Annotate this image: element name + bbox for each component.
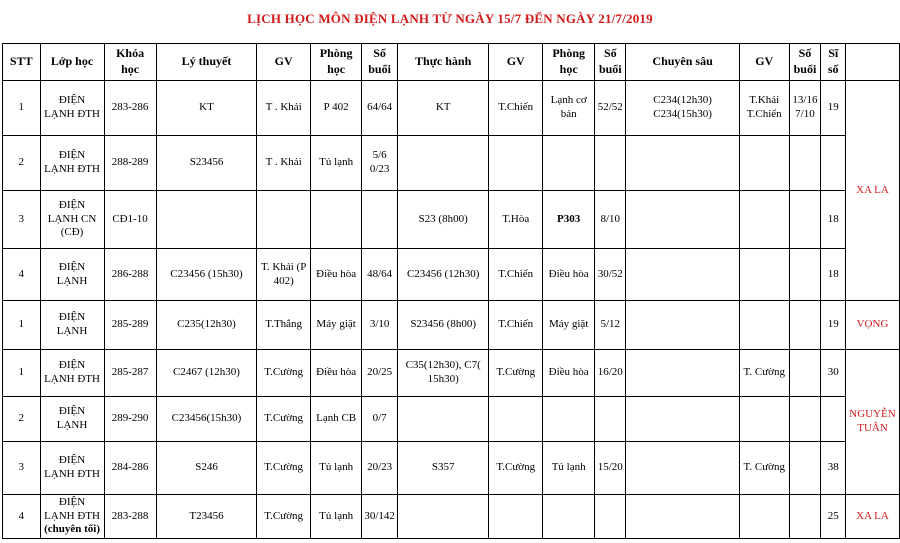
table-row bbox=[3, 249, 900, 301]
cell-sessions-advanced: 13/16 7/10 bbox=[789, 81, 821, 136]
cell-sessions-advanced bbox=[789, 350, 821, 397]
cell-advanced bbox=[626, 191, 740, 249]
cell-sessions-advanced bbox=[789, 495, 821, 539]
header-gv-advanced: GV bbox=[739, 44, 789, 81]
header-room-practice: Phòng học bbox=[543, 44, 595, 81]
header-gv-practice: GV bbox=[489, 44, 543, 81]
cell-gv-advanced bbox=[739, 301, 789, 350]
cell-class-size: 38 bbox=[821, 442, 846, 495]
header-place bbox=[846, 44, 900, 81]
cell-practice: S357 bbox=[397, 442, 489, 495]
cell-advanced bbox=[626, 495, 740, 539]
cell-stt: 1 bbox=[3, 301, 41, 350]
header-class: Lớp học bbox=[40, 44, 104, 81]
cell-theory: C235(12h30) bbox=[156, 301, 257, 350]
cell-course: 285-287 bbox=[104, 350, 156, 397]
cell-stt: 2 bbox=[3, 397, 41, 442]
cell-course: 288-289 bbox=[104, 136, 156, 191]
cell-practice: C35(12h30), C7( 15h30) bbox=[397, 350, 489, 397]
cell-advanced bbox=[626, 301, 740, 350]
cell-stt: 3 bbox=[3, 442, 41, 495]
cell-gv-advanced: T. Cường bbox=[739, 442, 789, 495]
cell-class-size: 25 bbox=[821, 495, 846, 539]
header-row bbox=[3, 44, 900, 81]
cell-sessions-theory: 0/7 bbox=[362, 397, 398, 442]
cell-sessions-theory: 30/142 bbox=[362, 495, 398, 539]
cell-gv-practice bbox=[489, 495, 543, 539]
cell-gv-theory: T.Thắng bbox=[257, 301, 311, 350]
header-practice: Thực hành bbox=[397, 44, 489, 81]
cell-sessions-advanced bbox=[789, 249, 821, 301]
cell-sessions-practice: 5/12 bbox=[595, 301, 626, 350]
cell-advanced bbox=[626, 442, 740, 495]
table-row bbox=[3, 191, 900, 249]
cell-stt: 4 bbox=[3, 249, 41, 301]
cell-class: ĐIỆN LẠNH ĐTH bbox=[40, 442, 104, 495]
header-gv-theory: GV bbox=[257, 44, 311, 81]
cell-sessions-theory: 20/23 bbox=[362, 442, 398, 495]
cell-room-theory: Tủ lạnh bbox=[310, 136, 361, 191]
cell-theory: S23456 bbox=[156, 136, 257, 191]
table-row bbox=[3, 495, 900, 539]
cell-sessions-practice: 30/52 bbox=[595, 249, 626, 301]
header-sessions-advanced: Số buổi bbox=[789, 44, 821, 81]
cell-sessions-theory: 64/64 bbox=[362, 81, 398, 136]
cell-theory: KT bbox=[156, 81, 257, 136]
header-class-size: Sĩ số bbox=[821, 44, 846, 81]
cell-gv-advanced bbox=[739, 397, 789, 442]
cell-sessions-theory bbox=[362, 191, 398, 249]
cell-class-size: 19 bbox=[821, 301, 846, 350]
cell-class-size: 18 bbox=[821, 249, 846, 301]
cell-room-practice: Tủ lạnh bbox=[543, 442, 595, 495]
cell-room-practice bbox=[543, 397, 595, 442]
cell-practice: S23456 (8h00) bbox=[397, 301, 489, 350]
cell-sessions-advanced bbox=[789, 397, 821, 442]
cell-gv-theory: T . Khải bbox=[257, 136, 311, 191]
schedule-table bbox=[2, 43, 900, 539]
table-row bbox=[3, 350, 900, 397]
cell-gv-theory: T. Khải (P 402) bbox=[257, 249, 311, 301]
table-row bbox=[3, 81, 900, 136]
cell-practice bbox=[397, 136, 489, 191]
cell-course: 283-288 bbox=[104, 495, 156, 539]
cell-gv-practice: T.Chiến bbox=[489, 301, 543, 350]
cell-gv-theory bbox=[257, 191, 311, 249]
table-row bbox=[3, 136, 900, 191]
cell-practice: C23456 (12h30) bbox=[397, 249, 489, 301]
cell-room-theory: Lạnh CB bbox=[310, 397, 361, 442]
cell-gv-practice: T.Chiến bbox=[489, 249, 543, 301]
cell-theory: C23456 (15h30) bbox=[156, 249, 257, 301]
cell-room-theory: Điều hòa bbox=[310, 249, 361, 301]
cell-sessions-practice: 52/52 bbox=[595, 81, 626, 136]
cell-gv-theory: T.Cường bbox=[257, 442, 311, 495]
cell-room-practice: Máy giặt bbox=[543, 301, 595, 350]
cell-class-size: 19 bbox=[821, 81, 846, 136]
cell-gv-practice: T.Cường bbox=[489, 350, 543, 397]
cell-room-theory: Máy giặt bbox=[310, 301, 361, 350]
table-row bbox=[3, 442, 900, 495]
cell-theory: S246 bbox=[156, 442, 257, 495]
cell-gv-practice: T.Chiến bbox=[489, 81, 543, 136]
cell-sessions-advanced bbox=[789, 442, 821, 495]
cell-place-nguyen-tuan: NGUYỄN TUÂN bbox=[846, 350, 900, 495]
cell-room-theory: Tủ lạnh bbox=[310, 495, 361, 539]
header-advanced: Chuyên sâu bbox=[626, 44, 740, 81]
cell-gv-practice bbox=[489, 397, 543, 442]
header-sessions-theory: Số buổi bbox=[362, 44, 398, 81]
cell-room-theory: P 402 bbox=[310, 81, 361, 136]
cell-class: ĐIỆN LẠNH ĐTH bbox=[40, 81, 104, 136]
cell-advanced bbox=[626, 249, 740, 301]
cell-room-practice: Điều hòa bbox=[543, 249, 595, 301]
cell-course: 283-286 bbox=[104, 81, 156, 136]
cell-gv-advanced bbox=[739, 136, 789, 191]
header-room-theory: Phòng học bbox=[310, 44, 361, 81]
cell-gv-theory: T.Cường bbox=[257, 350, 311, 397]
cell-gv-advanced bbox=[739, 191, 789, 249]
cell-sessions-theory: 20/25 bbox=[362, 350, 398, 397]
cell-class: ĐIỆN LẠNH ĐTH bbox=[40, 136, 104, 191]
cell-room-practice: Điều hòa bbox=[543, 350, 595, 397]
cell-room-practice: Lạnh cơ bản bbox=[543, 81, 595, 136]
cell-advanced bbox=[626, 136, 740, 191]
cell-class-note: (chuyên tối) bbox=[44, 523, 100, 536]
cell-sessions-advanced bbox=[789, 136, 821, 191]
cell-place-xa-la: XA LA bbox=[846, 81, 900, 301]
cell-gv-advanced bbox=[739, 249, 789, 301]
cell-sessions-practice: 15/20 bbox=[595, 442, 626, 495]
cell-advanced: C234(12h30) C234(15h30) bbox=[626, 81, 740, 136]
cell-gv-advanced bbox=[739, 495, 789, 539]
cell-class bbox=[40, 495, 104, 539]
cell-practice bbox=[397, 495, 489, 539]
cell-class: ĐIỆN LẠNH CN (CĐ) bbox=[40, 191, 104, 249]
cell-sessions-advanced bbox=[789, 191, 821, 249]
cell-stt: 1 bbox=[3, 350, 41, 397]
cell-gv-theory: T.Cường bbox=[257, 397, 311, 442]
cell-class-name: ĐIỆN LẠNH ĐTH bbox=[44, 495, 100, 522]
cell-gv-practice: T.Hòa bbox=[489, 191, 543, 249]
cell-class-size bbox=[821, 397, 846, 442]
cell-gv-advanced: T. Cường bbox=[739, 350, 789, 397]
cell-class: ĐIỆN LẠNH bbox=[40, 249, 104, 301]
cell-stt: 1 bbox=[3, 81, 41, 136]
cell-theory bbox=[156, 191, 257, 249]
cell-room-theory bbox=[310, 191, 361, 249]
table-row bbox=[3, 301, 900, 350]
cell-gv-theory: T . Khải bbox=[257, 81, 311, 136]
cell-class-size: 30 bbox=[821, 350, 846, 397]
cell-room-practice bbox=[543, 495, 595, 539]
header-course: Khóa học bbox=[104, 44, 156, 81]
cell-gv-practice bbox=[489, 136, 543, 191]
cell-advanced bbox=[626, 397, 740, 442]
cell-class-size: 18 bbox=[821, 191, 846, 249]
cell-course: 285-289 bbox=[104, 301, 156, 350]
cell-place-xa-la-2: XA LA bbox=[846, 495, 900, 539]
table-row bbox=[3, 397, 900, 442]
cell-sessions-practice bbox=[595, 397, 626, 442]
cell-course: 289-290 bbox=[104, 397, 156, 442]
cell-stt: 2 bbox=[3, 136, 41, 191]
cell-gv-practice: T.Cường bbox=[489, 442, 543, 495]
header-theory: Lý thuyết bbox=[156, 44, 257, 81]
cell-class: ĐIỆN LẠNH bbox=[40, 397, 104, 442]
header-sessions-practice: Số buổi bbox=[595, 44, 626, 81]
cell-course: 284-286 bbox=[104, 442, 156, 495]
cell-sessions-practice bbox=[595, 495, 626, 539]
cell-course: 286-288 bbox=[104, 249, 156, 301]
cell-practice bbox=[397, 397, 489, 442]
cell-stt: 3 bbox=[3, 191, 41, 249]
cell-sessions-theory: 48/64 bbox=[362, 249, 398, 301]
cell-sessions-theory: 5/6 0/23 bbox=[362, 136, 398, 191]
cell-sessions-theory: 3/10 bbox=[362, 301, 398, 350]
cell-theory: C2467 (12h30) bbox=[156, 350, 257, 397]
cell-advanced bbox=[626, 350, 740, 397]
cell-sessions-practice bbox=[595, 136, 626, 191]
cell-theory: C23456(15h30) bbox=[156, 397, 257, 442]
cell-gv-advanced: T.Khải T.Chiến bbox=[739, 81, 789, 136]
cell-room-practice: P303 bbox=[543, 191, 595, 249]
cell-theory: T23456 bbox=[156, 495, 257, 539]
cell-class-size bbox=[821, 136, 846, 191]
page-title: LỊCH HỌC MÔN ĐIỆN LẠNH TỪ NGÀY 15/7 ĐẾN NGÀY 21/7/2019 bbox=[247, 11, 653, 26]
cell-gv-theory: T.Cường bbox=[257, 495, 311, 539]
cell-class: ĐIỆN LẠNH bbox=[40, 301, 104, 350]
cell-course: CĐ1-10 bbox=[104, 191, 156, 249]
cell-sessions-practice: 16/20 bbox=[595, 350, 626, 397]
cell-practice: S23 (8h00) bbox=[397, 191, 489, 249]
cell-practice: KT bbox=[397, 81, 489, 136]
header-stt: STT bbox=[3, 44, 41, 81]
cell-sessions-advanced bbox=[789, 301, 821, 350]
cell-class: ĐIỆN LẠNH ĐTH bbox=[40, 350, 104, 397]
cell-stt: 4 bbox=[3, 495, 41, 539]
cell-room-theory: Tủ lạnh bbox=[310, 442, 361, 495]
cell-room-practice bbox=[543, 136, 595, 191]
cell-room-theory: Điều hòa bbox=[310, 350, 361, 397]
cell-place-vong: VỌNG bbox=[846, 301, 900, 350]
cell-sessions-practice: 8/10 bbox=[595, 191, 626, 249]
